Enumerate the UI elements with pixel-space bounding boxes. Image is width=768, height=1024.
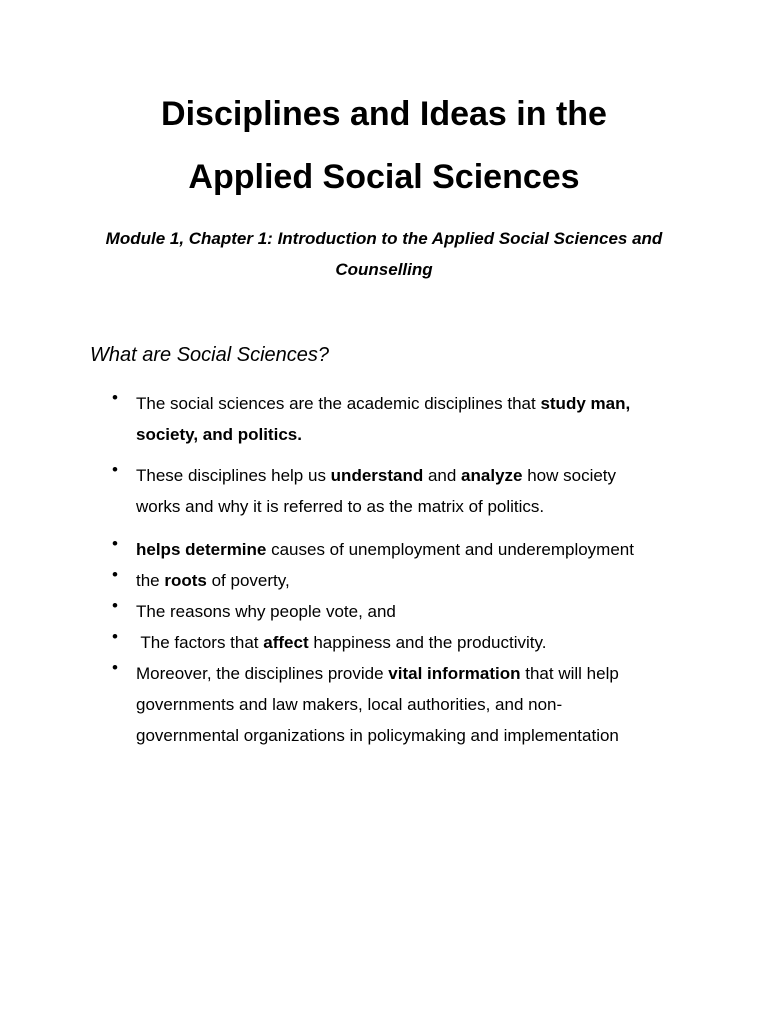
bold-text-run: analyze (461, 466, 523, 485)
text-run: how society (522, 466, 617, 485)
list-item-line (136, 596, 676, 627)
bold-text-run: study man, (540, 394, 631, 413)
list-item-line (136, 534, 676, 565)
document-title-line-2: Applied Social Sciences (188, 158, 580, 196)
bullet-marker: • (112, 460, 118, 479)
bullet-marker: • (112, 388, 118, 407)
text-run: The reasons why people vote, and (136, 602, 396, 621)
module-subtitle-line-1: Module 1, Chapter 1: Introduction to the Applied Social Sciences and (105, 229, 663, 248)
text-run: the (136, 571, 165, 590)
list-item-text (136, 534, 676, 565)
list-item-text (136, 627, 676, 658)
text-run: of poverty, (206, 571, 290, 590)
list-item-line (136, 565, 676, 596)
list-item-line (136, 460, 676, 491)
text-run: that will help (520, 664, 619, 683)
section-heading: What are Social Sciences? (90, 344, 330, 366)
text-run: The factors that (136, 633, 264, 652)
bold-text-run: affect (263, 633, 309, 652)
bold-text-run: understand (330, 466, 424, 485)
bold-text-run: society, and politics. (136, 425, 302, 444)
text-run: These disciplines help us (136, 466, 331, 485)
module-subtitle-line-2: Counselling (335, 260, 433, 279)
text-run: causes of unemployment and underemployment (266, 540, 634, 559)
text-run: works and why it is referred to as the matrix of politics. (136, 497, 545, 516)
list-item-line (136, 658, 676, 689)
text-run: and (423, 466, 462, 485)
bullet-marker: • (112, 596, 118, 615)
text-run: Moreover, the disciplines provide (136, 664, 389, 683)
list-item-line (136, 689, 676, 720)
bold-text-run: roots (164, 571, 207, 590)
list-item-line (136, 491, 676, 522)
bold-text-run: vital information (388, 664, 521, 683)
bullet-marker: • (112, 565, 118, 584)
list-item-line (136, 388, 676, 419)
bullet-marker: • (112, 534, 118, 553)
bullet-marker: • (112, 627, 118, 646)
list-item-text (136, 565, 676, 596)
text-run: happiness and the productivity. (308, 633, 547, 652)
list-item-line (136, 627, 676, 658)
list-item-text (136, 388, 676, 450)
list-item-text (136, 596, 676, 627)
bold-text-run: helps determine (136, 540, 267, 559)
list-item-line (136, 419, 676, 450)
text-run: governmental organizations in policymaking and implementation (136, 726, 619, 745)
list-item-text (136, 658, 676, 751)
list-item-line (136, 720, 676, 751)
text-run: governments and law makers, local authorities, and non- (136, 695, 563, 714)
bullet-marker: • (112, 658, 118, 677)
list-item-text (136, 460, 676, 522)
document-title-line-1: Disciplines and Ideas in the (161, 95, 607, 133)
text-run: The social sciences are the academic disciplines that (136, 394, 541, 413)
